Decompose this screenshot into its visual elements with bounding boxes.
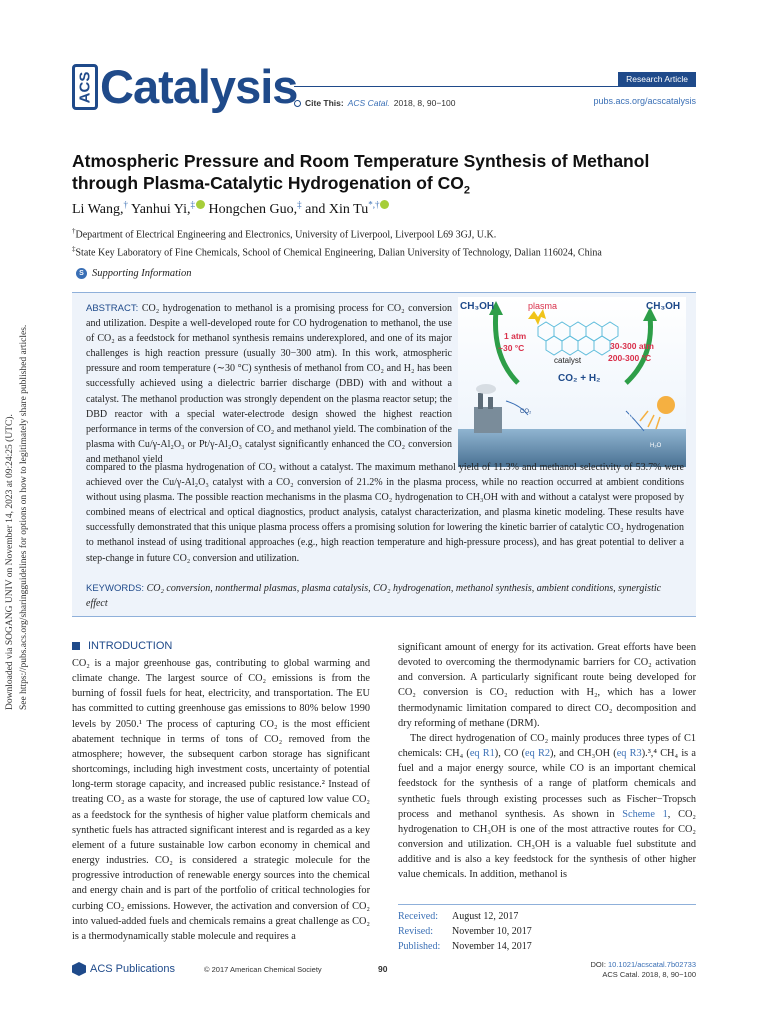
download-notice — [0, 300, 34, 720]
cite-volume: 2018, 8, 90−100 — [393, 98, 456, 108]
cite-journal: ACS Catal. — [347, 98, 390, 108]
toc-catalyst-label: catalyst — [554, 356, 582, 365]
author[interactable]: Hongchen Guo,‡ — [208, 199, 302, 217]
journal-logo-word: Catalysis — [100, 60, 298, 113]
intro-paragraph-2: significant amount of energy for its activation. Great efforts have been devoted to overcoming the thermodynamic barriers for CO₂ activation and conversion. A particularly significant route being developed for CO₂ conversion is CO₂ reduction with H₂, which has a lower thermodynamic limitation compared to direct CO₂ decomposition and dry reforming of methane (DRM). — [398, 642, 696, 729]
author[interactable]: and Xin Tu*,† — [305, 202, 389, 217]
doi-link[interactable]: 10.1021/acscatal.7b02733 — [608, 960, 696, 969]
journal-reference: ACS Catal. 2018, 8, 90−100 — [602, 970, 696, 979]
intro-paragraph-1: CO₂ is a major greenhouse gas, contributing to global warming and climate change. The largest source of CO₂ emissions is from the burning of fossil fuels for heat, electricity, and transportation. The EU has committed to cutting greenhouse gas emissions to 80% below 1990 levels by 2050.¹ The process of capturing CO₂ is the most efficient abatement technique in terms of tons of CO₂ removed from the atmosphere; however, the subsequent carbon storage has significant shortcomings, including high investment costs, uncertainty of potential long-term storage capacity, and increased public resistance.² Instead of treating CO₂ as a waste for storage, the use of captured low value CO₂ as a feedstock for the synthesis of higher value platform chemicals and synthetic fuels has attracted significant interest and is regarded as a key element of a future sustainable low carbon economy in chemical and energy industries. CO₂ is considered a strategic molecule for the progressive introduction of renewable energy sources into the chemical and energy chain and is part of the portfolio of critical technologies for curbing CO₂ emissions. However, the activation and conversion of CO₂ into valued-added fuels and chemicals remains a great challenge as CO₂ is a thermodynamically stable molecule and requires a — [72, 658, 370, 942]
acs-hex-icon — [72, 962, 86, 976]
copyright: © 2017 American Chemical Society — [204, 965, 322, 974]
orcid-icon[interactable] — [380, 200, 389, 209]
toc-plasma-label: plasma — [528, 301, 558, 311]
toc-cond-left-2: ~30 °C — [498, 343, 525, 353]
intro-paragraph-3: The direct hydrogenation of CO₂ mainly produces three types of C1 chemicals: CH₄ (eq R1), CO (eq R2), and CH₃OH (eq R3).³,⁴ CH₄ is a fuel and a major energy source, while CO is an important chemical feedstock for the synthesis of a range of platform chemicals and synthetic fuels through existing processes such as Fischer−Tropsch process and methanol synthesis. As shown in Scheme 1, CO₂ hydrogenation to CH₃OH is one of the most attractive routes for CO₂ conversion and utilization. CH₃OH is a valuable fuel substitute and additive and is also a key feedstock for the synthesis of other higher value chemicals. In addition, methanol is — [398, 732, 696, 881]
section-square-icon — [72, 642, 80, 650]
supporting-information-link[interactable] — [76, 268, 191, 279]
date-revised: Revised: November 10, 2017 — [398, 926, 532, 937]
page-footer — [72, 960, 696, 986]
journal-site-link[interactable]: pubs.acs.org/acscatalysis — [593, 96, 696, 106]
author[interactable]: Yanhui Yi,‡ — [131, 202, 205, 217]
page-number: 90 — [378, 964, 388, 974]
equation-link[interactable]: eq R2 — [525, 748, 550, 760]
journal-logo[interactable] — [72, 60, 298, 113]
abstract-text-top: ABSTRACT: CO₂ hydrogenation to methanol is a promising process for CO₂ conversion and utilization. Despite a well-developed route for CO hydrogenation to methanol, the use of CO₂ as a feedstock for methanol synthesis remains underexplored, and one of its major challenges is high reaction pressure (usually 30−300 atm). In this work, atmospheric pressure and room temperature (∼30 °C) synthesis of methanol from CO₂ and H₂ has been successfully achieved using a dielectric barrier discharge (DBD) with and without a catalyst. The methanol production was strongly dependent on the plasma reactor setup; the DBD reactor with a special water-electrode design showed the highest reaction performance in terms of the conversion of CO₂ and methanol yield. The combination of the plasma with Cu/γ-Al₂O₃ or Pt/γ-Al₂O₃ catalyst significantly enhanced the CO₂ conversion and methanol yield — [86, 303, 453, 465]
scheme-link[interactable]: Scheme 1 — [622, 808, 668, 820]
affiliation-1: †Department of Electrical Engineering and Electronics, University of Liverpool, Liverpool L69 3GJ, U.K. — [72, 227, 497, 241]
download-notice-line1: Downloaded via SOGANG UNIV on November 14, 2023 at 09:24:25 (UTC). — [5, 414, 15, 710]
body-column-right — [398, 640, 696, 883]
body-column-left — [72, 640, 370, 944]
article-title: Atmospheric Pressure and Room Temperature Synthesis of Methanol through Plasma-Catalytic Hydrogenation of $CO_2$ — [72, 151, 650, 197]
section-heading-introduction: INTRODUCTION — [72, 640, 370, 652]
toc-cond-left-1: 1 atm — [504, 331, 527, 341]
header-rule — [294, 86, 696, 87]
toc-product-left: CH₃OH — [460, 301, 495, 312]
toc-co2-label: CO₂ — [520, 409, 532, 415]
abstract-label: ABSTRACT: — [86, 303, 139, 314]
cite-icon — [294, 100, 301, 107]
supporting-info-label: Supporting Information — [92, 268, 192, 279]
equation-link[interactable]: eq R3 — [616, 748, 642, 760]
toc-h2o-label: H₂O — [650, 443, 662, 449]
acs-logo-mark: ACS — [72, 64, 98, 110]
toc-product-right: CH₃OH — [646, 301, 681, 312]
equation-link[interactable]: eq R1 — [469, 748, 495, 760]
date-received: Received: August 12, 2017 — [398, 911, 519, 922]
abstract-box — [72, 292, 696, 617]
keywords — [86, 581, 684, 611]
journal-header — [72, 60, 696, 114]
keywords-list: CO₂ conversion, nonthermal plasmas, plasma catalysis, CO₂ hydrogenation, methanol synthesis, ambient conditions, synergistic effect — [86, 583, 662, 609]
toc-reactants: CO₂ + H₂ — [558, 373, 601, 384]
orcid-icon[interactable] — [196, 200, 205, 209]
toc-h2-label: H₂ — [626, 413, 633, 419]
toc-cond-right-2: 200-300 °C — [608, 353, 652, 363]
cite-label: Cite This: — [305, 98, 344, 108]
author[interactable]: Li Wang,† — [72, 199, 128, 217]
toc-graphic — [458, 297, 686, 467]
download-notice-line2: See https://pubs.acs.org/sharingguidelines for options on how to legitimately share published articles. — [19, 324, 29, 710]
cite-this[interactable] — [294, 98, 455, 108]
article-dates — [398, 904, 696, 954]
acs-publications-logo[interactable]: ACS Publications — [72, 962, 175, 976]
article-type-badge: Research Article — [618, 72, 696, 86]
toc-cond-right-1: 30-300 atm — [610, 341, 654, 351]
doi-block: DOI: 10.1021/acscatal.7b02733 ACS Catal. 2018, 8, 90−100 — [590, 960, 696, 979]
date-published: Published: November 14, 2017 — [398, 941, 532, 952]
affiliation-2: ‡State Key Laboratory of Fine Chemicals, School of Chemical Engineering, Dalian University of Technology, Dalian 116024, China — [72, 245, 602, 259]
keywords-label: KEYWORDS: — [86, 583, 145, 594]
abstract-text-bottom: compared to the plasma hydrogenation of CO₂ without a catalyst. The maximum methanol yield of 11.3% and methanol selectivity of 53.7% were achieved over the Cu/γ-Al₂O₃ catalyst with a CO₂ conversion of 21.2% in the plasma process, while no reaction occurred at ambient conditions without using plasma. The possible reaction mechanisms in the plasma CO₂ hydrogenation to CH₃OH with and without a catalyst were proposed by combined means of electrical and optical diagnostics, product analysis, catalyst characterization, and plasma kinetic modeling. These results have successfully demonstrated that this unique plasma process offers a promising solution for lowering the kinetic barrier of catalytic CO₂ hydrogenation to methanol instead of using traditional approaches (e.g., high reaction temperature and high-pressure process), and has great potential to deliver a step-change in future CO₂ conversion and utilization. — [86, 462, 684, 564]
author-list — [72, 199, 389, 218]
supporting-info-icon: S — [76, 268, 87, 279]
